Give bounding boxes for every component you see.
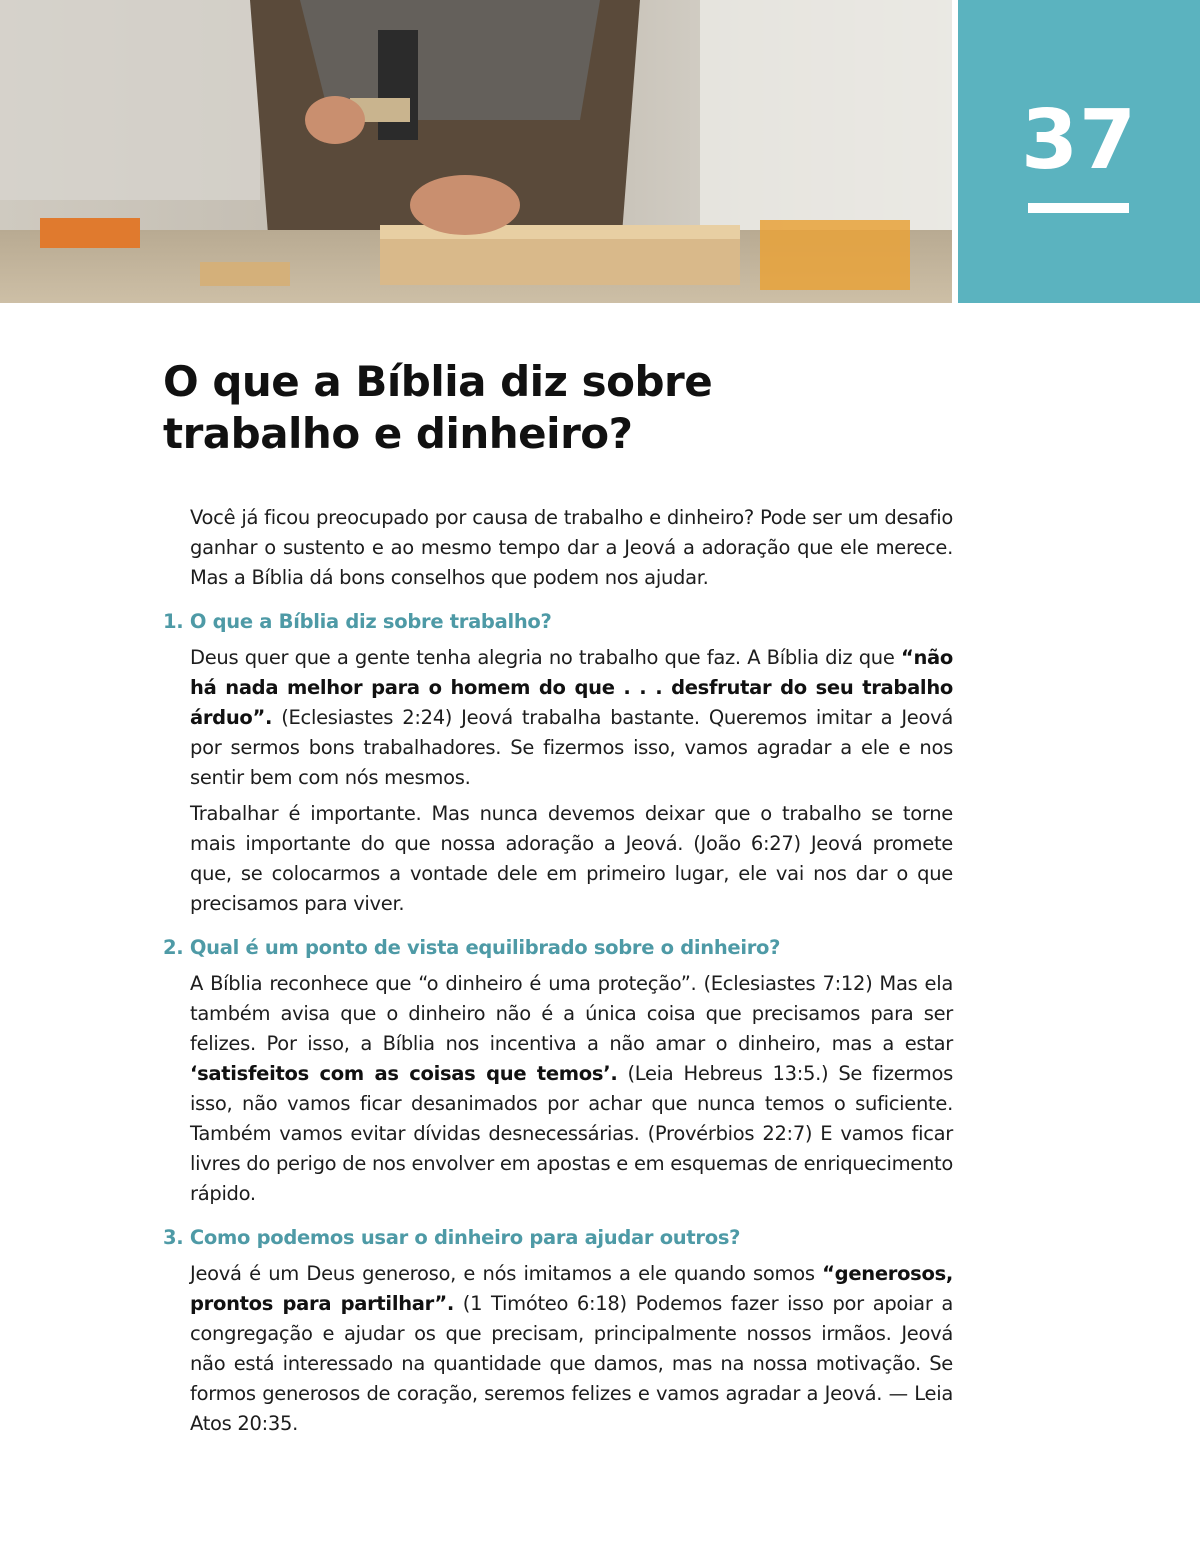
section-3-question: 3. Como podemos usar o dinheiro para ajudar outros? [163, 1226, 741, 1249]
carpenter-photo-illustration [0, 0, 952, 303]
section-1-question: 1. O que a Bíblia diz sobre trabalho? [163, 610, 552, 633]
section-1-paragraph-2: Trabalhar é importante. Mas nunca devemos deixar que o trabalho se torne mais importante do que nossa adoração a Jeová. (João 6:27) Jeová promete que, se colocarmos a vontade dele em primeiro lugar, ele vai nos dar o que precisamos para viver. [190, 802, 953, 915]
bold-quote: “não há nada melhor para o homem do que . . . desfrutar do seu trabalho árduo”. [190, 646, 953, 729]
text-run: (1 Timóteo 6:18) Podemos fazer isso por apoiar a congregação e ajudar os que precisam, principalmente nossos irmãos. Jeová não está interessado na quantidade que damos, mas na nossa motivação. Se formos generosos de coração, seremos felizes e vamos agradar a Jeová. — Leia Atos 20:35. [190, 1292, 953, 1435]
section-1 [163, 607, 953, 919]
section-1-paragraph-1 [190, 643, 953, 793]
text-run: (Eclesiastes 2:24) Jeová trabalha bastante. Queremos imitar a Jeová por sermos bons trabalhadores. Se fizermos isso, vamos agradar a ele e nos sentir bem com nós mesmos. [190, 706, 953, 789]
page-title: O que a Bíblia diz sobre trabalho e dinheiro? [163, 357, 713, 458]
hero-image [0, 0, 952, 303]
lesson-number-underline [1028, 203, 1129, 213]
text-run: (Leia Hebreus 13:5.) Se fizermos isso, não vamos ficar desanimados por achar que nunca temos o suficiente. Também vamos evitar dívidas desnecessárias. (Provérbios 22:7) E vamos ficar livres do perigo de nos envolver em apostas e em esquemas de enriquecimento rápido. [190, 1062, 953, 1205]
bold-quote: ‘satisfeitos com as coisas que temos’. [190, 1062, 618, 1085]
bold-quote: “generosos, prontos para partilhar”. [190, 1262, 953, 1315]
section-2-question: 2. Qual é um ponto de vista equilibrado sobre o dinheiro? [163, 936, 781, 959]
section-2-paragraph-1 [190, 969, 953, 1209]
section-3-paragraph-1 [190, 1259, 953, 1439]
lesson-number: 37 [1020, 93, 1138, 188]
text-run: A Bíblia reconhece que “o dinheiro é uma proteção”. (Eclesiastes 7:12) Mas ela também avisa que o dinheiro não é a única coisa que precisamos para ser felizes. Por isso, a Bíblia nos incentiva a não amar o dinheiro, mas a estar [190, 972, 953, 1055]
section-2 [163, 933, 953, 1209]
section-3 [163, 1223, 953, 1439]
text-run: Deus quer que a gente tenha alegria no trabalho que faz. A Bíblia diz que [190, 646, 901, 669]
text-run: Jeová é um Deus generoso, e nós imitamos a ele quando somos [190, 1262, 823, 1285]
intro-paragraph: Você já ficou preocupado por causa de trabalho e dinheiro? Pode ser um desafio ganhar o sustento e ao mesmo tempo dar a Jeová a adoração que ele merece. Mas a Bíblia dá bons conselhos que podem nos ajudar. [190, 506, 953, 589]
lesson-number-tab [958, 0, 1200, 303]
article-body [163, 503, 953, 1439]
